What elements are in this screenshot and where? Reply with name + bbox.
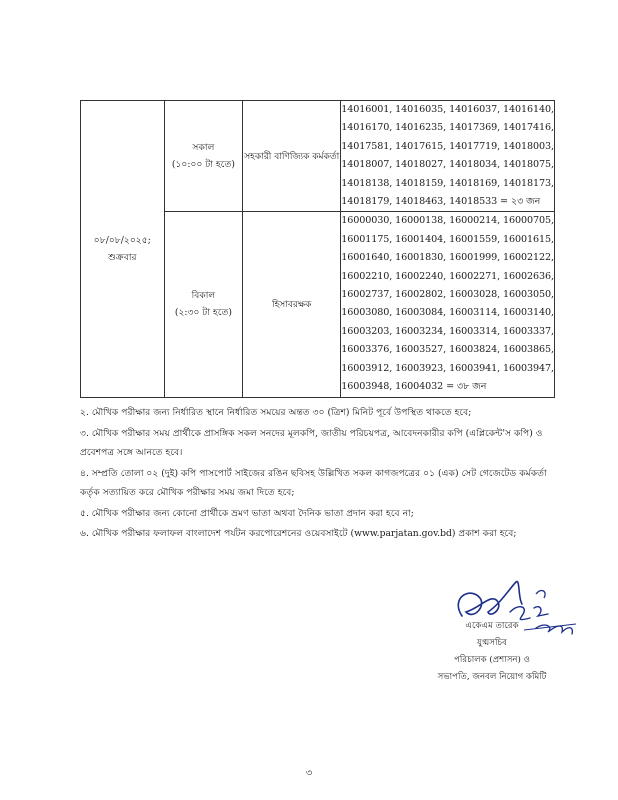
weekday-text: শুক্রবার xyxy=(108,251,137,263)
shift-time: (১০:০০ টা হতে) xyxy=(171,159,235,171)
roll-line: 14018007, 14018027, 14018034, 14018075, xyxy=(341,159,554,171)
post-cell: হিসাবরক্ষক xyxy=(243,212,341,397)
signatory-committee: সভাপতি, জনবল নিয়োগ কমিটি xyxy=(437,672,547,682)
instruction-item: ২. মৌখিক পরীক্ষার জন্য নির্ধারিত স্থানে নির্ধারিত সময়ের অন্তত ৩০ (ত্রিশ) মিনিট পূর্বে উপস্থিত থাকতে হবে; xyxy=(80,407,472,418)
roll-line: 16002210, 16002240, 16002271, 16002636, xyxy=(341,270,554,282)
shift-cell xyxy=(164,212,243,397)
roll-line: 14016001, 14016035, 14016037, 14016140, xyxy=(341,104,554,115)
roll-line: 16003080, 16003084, 16003114, 16003140, xyxy=(341,307,554,319)
signatory-block xyxy=(392,618,592,686)
instructions-list xyxy=(80,403,550,544)
roll-line: 16000030, 16000138, 16000214, 16000705, xyxy=(341,215,554,227)
roll-line: 16001175, 16001404, 16001559, 16001615, xyxy=(341,233,554,245)
roll-line: 16003376, 16003527, 16003824, 16003865, xyxy=(341,344,554,356)
roll-numbers-cell xyxy=(341,212,555,397)
signatory-title: যুগ্মসচিব xyxy=(477,638,507,648)
shift-time: (২:৩০ টা হতে) xyxy=(174,307,232,319)
shift-name: বিকাল xyxy=(191,290,216,302)
post-cell: সহকারী বাণিজ্যিক কর্মকর্তা xyxy=(243,101,341,212)
instruction-item: ৫. মৌখিক পরীক্ষার জন্য কোনো প্রার্থীকে ভ্রমণ ভাতা অথবা দৈনিক ভাতা প্রদান করা হবে না; xyxy=(80,507,414,519)
instruction-item: ৪. সম্প্রতি তোলা ০২ (দুই) কপি পাসপোর্ট সাইজের রঙিন ছবিসহ উল্লিখিত সকল কাগজপত্রের ০১ (এক) সেট গেজেটেড কর্মকর্তা কর্তৃক সত্যায়িত করে মৌখিক পরীক্ষার সময় জমা দিতে হবে; xyxy=(80,467,547,498)
roll-numbers-cell xyxy=(341,101,555,212)
viva-schedule-table xyxy=(80,100,555,398)
signatory-role: পরিচালক (প্রশাসন) ও xyxy=(454,655,530,665)
date-cell xyxy=(81,101,165,398)
roll-line: 14016170, 14016235, 14017369, 14017416, xyxy=(341,122,554,134)
roll-line: 16003948, 16004032 = ৩৮ জন xyxy=(341,381,487,393)
page-number: ৩ xyxy=(305,768,313,779)
roll-line: 16003203, 16003234, 16003314, 16003337, xyxy=(341,325,554,337)
shift-name: সকাল xyxy=(192,142,215,154)
shift-cell xyxy=(164,101,243,212)
roll-line: 14018138, 14018159, 14018169, 14018173, xyxy=(341,177,554,189)
signatory-name: একেএম তারেক xyxy=(465,621,519,631)
roll-line: 14017581, 14017615, 14017719, 14018003, xyxy=(341,140,554,152)
roll-line: 16001640, 16001830, 16001999, 16002122, xyxy=(341,252,554,264)
roll-line: 16002737, 16002802, 16003028, 16003050, xyxy=(341,289,554,301)
date-text: ০৮/০৮/২০২৫; xyxy=(93,234,151,246)
roll-line: 16003912, 16003923, 16003941, 16003947, xyxy=(341,362,554,374)
table-row xyxy=(81,101,555,212)
roll-line: 14018179, 14018463, 14018533 = ২৩ জন xyxy=(341,196,541,208)
instruction-item: ৩. মৌখিক পরীক্ষার সময় প্রার্থীকে প্রাসঙ্গিক সকল সনদের মূলকপি, জাতীয় পরিচয়পত্র, আবেদনকারীর কপি (এপ্লিকেন্ট'স কপি) ও প্রবেশপত্র সঙ্গে আনতে হবে। xyxy=(80,427,543,458)
instruction-item: ৬. মৌখিক পরীক্ষার ফলাফল বাংলাদেশ পর্যটন করপোরেশনের ওয়েবসাইটে (www.parjatan.gov.bd) প্রকাশ করা হবে; xyxy=(80,528,517,539)
